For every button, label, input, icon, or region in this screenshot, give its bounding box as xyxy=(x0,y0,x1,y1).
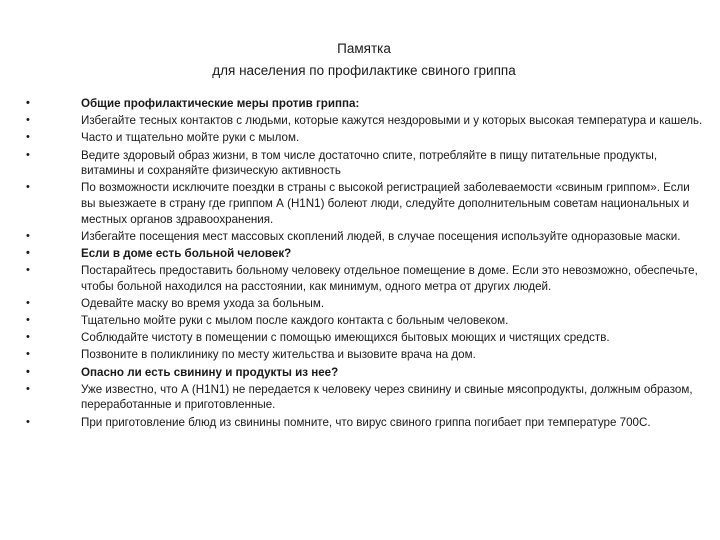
title-line-2: для населения по профилактике свиного гриппа xyxy=(212,63,516,78)
bullet-list xyxy=(26,96,706,432)
list-item: • Соблюдайте чистоту в помещении с помощью имеющихся бытовых моющих и чистящих средств. xyxy=(26,330,706,346)
list-item: • Ведите здоровый образ жизни, в том числе достаточно спите, потребляйте в пищу питательные продукты, витамины и сохраняйте физическую активность xyxy=(26,148,706,179)
page-title xyxy=(0,38,720,82)
list-item: • Постарайтесь предоставить больному человеку отдельное помещение в доме. Если это невозможно, обеспечьте, чтобы больной находился на расстоянии, как минимум, одного метра от других людей. xyxy=(26,263,706,294)
list-item: • Одевайте маску во время ухода за больным. xyxy=(26,296,706,312)
list-item: • Избегайте посещения мест массовых скоплений людей, в случае посещения используйте одноразовые маски. xyxy=(26,229,706,245)
section-heading: • Опасно ли есть свинину и продукты из нее? xyxy=(26,365,706,381)
list-item: • При приготовление блюд из свинины помните, что вирус свиного гриппа погибает при температуре 700С. xyxy=(26,415,706,431)
list-item: • Уже известно, что А (Н1N1) не передается к человеку через свинину и свиные мясопродукты, должным образом, переработанные и приготовленные. xyxy=(26,382,706,413)
list-item: • Позвоните в поликлинику по месту жительства и вызовите врача на дом. xyxy=(26,347,706,363)
section-heading: • Общие профилактические меры против гриппа: xyxy=(26,96,706,112)
list-item: • Избегайте тесных контактов с людьми, которые кажутся нездоровыми и у которых высокая температура и кашель. xyxy=(26,113,706,129)
list-item: • По возможности исключите поездки в страны с высокой регистрацией заболеваемости «свиным гриппом». Если вы выезжаете в страну где гриппом А (Н1N1) болеют люди, следуйте дополнительным советам национальных и местных органов здравоохранения. xyxy=(26,180,706,227)
list-item: • Часто и тщательно мойте руки с мылом. xyxy=(26,130,706,146)
section-heading: • Если в доме есть больной человек? xyxy=(26,246,706,262)
title-line-1: Памятка xyxy=(337,41,391,56)
list-item: • Тщательно мойте руки с мылом после каждого контакта с больным человеком. xyxy=(26,313,706,329)
